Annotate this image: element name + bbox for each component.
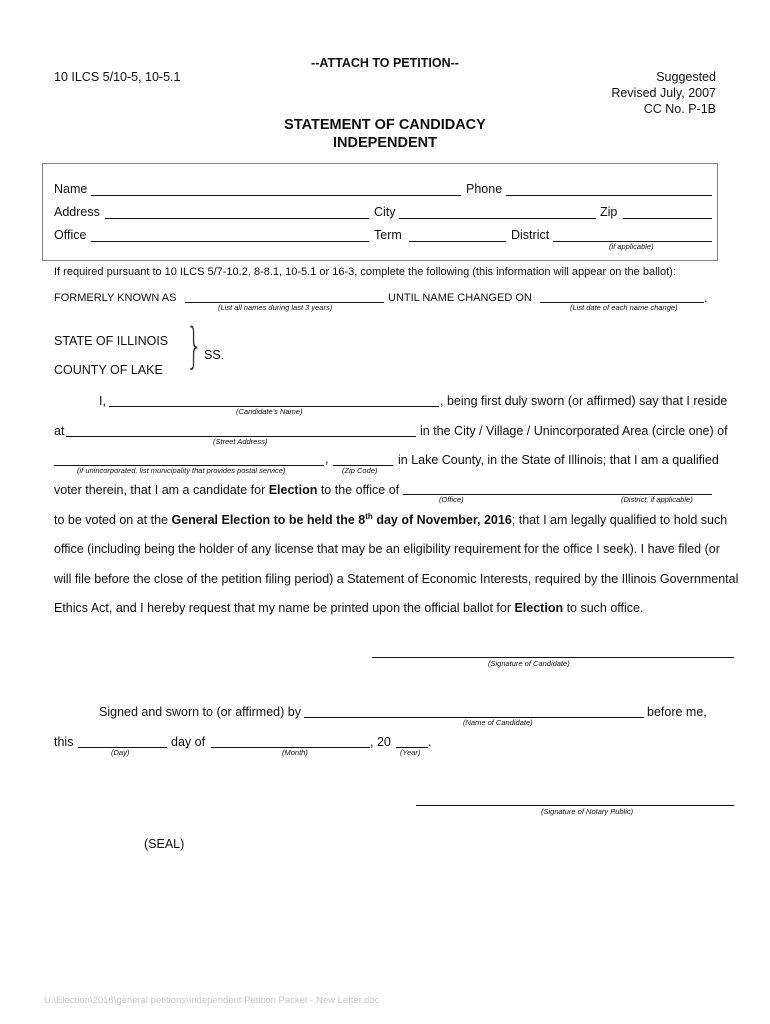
zip-code-caption: (Zip Code) (342, 466, 378, 475)
city-label: City (374, 205, 396, 219)
until-label: UNTIL NAME CHANGED ON (388, 292, 532, 304)
general-election-text: General Election to be held the 8 (171, 513, 366, 528)
fka-names-caption: (List all names during last 3 years) (218, 303, 333, 312)
revised-date: Revised July, 2007 (611, 86, 716, 100)
lake-county-text: in Lake County, in the State of Illinois; that I am a qualified (398, 453, 719, 467)
notary-signature-caption: (Signature of Notary Public) (541, 807, 634, 816)
address-label: Address (54, 205, 100, 219)
city-village-text: in the City / Village / Unincorporated Area (circle one) of (420, 424, 728, 438)
year-period: . (428, 735, 432, 749)
zip-field[interactable] (623, 218, 712, 219)
sworn-name-caption: (Name of Candidate) (463, 718, 533, 727)
voter-text (54, 483, 399, 497)
sworn-text: , being first duly sworn (or affirmed) say that I reside (440, 394, 728, 408)
ethics-pre: Ethics Act, and I hereby request that my name be printed upon the official ballot for (54, 601, 511, 615)
election-line (54, 512, 727, 527)
voted-pre: to be voted on at the (54, 513, 168, 528)
ordinal-suffix: th (365, 512, 373, 521)
fka-period: . (704, 291, 708, 305)
office-field[interactable] (91, 241, 369, 242)
twenty-label: , 20 (370, 735, 391, 749)
candidate-name-caption: (Candidate's Name) (236, 407, 303, 416)
zip-label: Zip (600, 205, 618, 219)
name-field[interactable] (91, 195, 461, 196)
seal-label: (SEAL) (144, 837, 185, 851)
name-label: Name (54, 182, 88, 196)
file-path-footer: U:\Election\2016\general petitions\Independent Petition Packet - New Letter.doc (44, 995, 380, 1006)
notary-signature-field[interactable] (416, 805, 734, 806)
voter-text-pre: voter therein, that I am a candidate for (54, 483, 266, 497)
office-license-line: office (including being the holder of any license that may be an eligibility requirement for the office I seek). I have filed (or (54, 542, 720, 556)
ss-label: SS. (204, 348, 225, 362)
brace-icon: } (185, 318, 203, 374)
ethics-line (54, 601, 643, 615)
fka-label: FORMERLY KNOWN AS (54, 292, 177, 304)
signed-sworn-text: Signed and sworn to (or affirmed) by (99, 705, 301, 719)
voter-election-word: Election (268, 483, 318, 497)
term-label: Term (374, 228, 402, 242)
voter-text-post: to the office of (320, 483, 400, 497)
suggested-label: Suggested (656, 70, 716, 84)
city-field[interactable] (399, 218, 596, 219)
phone-label: Phone (466, 182, 503, 196)
i-label: I, (99, 394, 106, 408)
month-caption: (Month) (282, 748, 308, 757)
day-of-november: day of November, 2016 (376, 513, 512, 528)
district-applicable-caption: (District, if applicable) (621, 495, 693, 504)
cc-number: CC No. P-1B (643, 102, 716, 116)
candidate-signature-field[interactable] (372, 657, 734, 658)
state-label: STATE OF ILLINOIS (54, 334, 169, 348)
municipality-caption: (if unincorporated, list municipality that provides postal service) (77, 466, 286, 475)
general-election-date (171, 513, 511, 527)
page-title: STATEMENT OF CANDIDACY (284, 117, 486, 133)
fka-date-caption: (List date of each name change) (570, 303, 678, 312)
county-label: COUNTY OF LAKE (54, 363, 163, 377)
street-address-caption: (Street Address) (213, 437, 268, 446)
ethics-post: to such office. (566, 601, 644, 615)
municipality-comma: , (325, 452, 329, 466)
voted-post: ; that I am legally qualified to hold such (511, 513, 728, 528)
district-caption: (if applicable) (609, 242, 654, 251)
statute-reference: 10 ILCS 5/10-5, 10-5.1 (54, 70, 181, 84)
phone-field[interactable] (506, 195, 712, 196)
page-subtitle: INDEPENDENT (333, 135, 437, 151)
year-caption: (Year) (400, 748, 421, 757)
office-label: Office (54, 228, 87, 242)
day-of-label: day of (171, 735, 206, 749)
address-field[interactable] (105, 218, 369, 219)
before-me-text: before me, (647, 705, 707, 719)
attach-notice: --ATTACH TO PETITION-- (311, 56, 459, 70)
district-label: District (511, 228, 550, 242)
at-label: at (54, 424, 65, 438)
office-caption: (Office) (439, 495, 464, 504)
term-field[interactable] (409, 241, 506, 242)
ethics-election-word: Election (514, 601, 564, 615)
will-file-line: will file before the close of the petition filing period) a Statement of Economic Interests, required by the Illinois Governmental (54, 572, 739, 586)
day-caption: (Day) (111, 748, 130, 757)
required-note: If required pursuant to 10 ILCS 5/7-10.2, 8-8.1, 10-5.1 or 16-3, complete the following (this information will appear on the ballot): (54, 266, 676, 278)
this-label: this (54, 735, 74, 749)
candidate-signature-caption: (Signature of Candidate) (488, 659, 570, 668)
